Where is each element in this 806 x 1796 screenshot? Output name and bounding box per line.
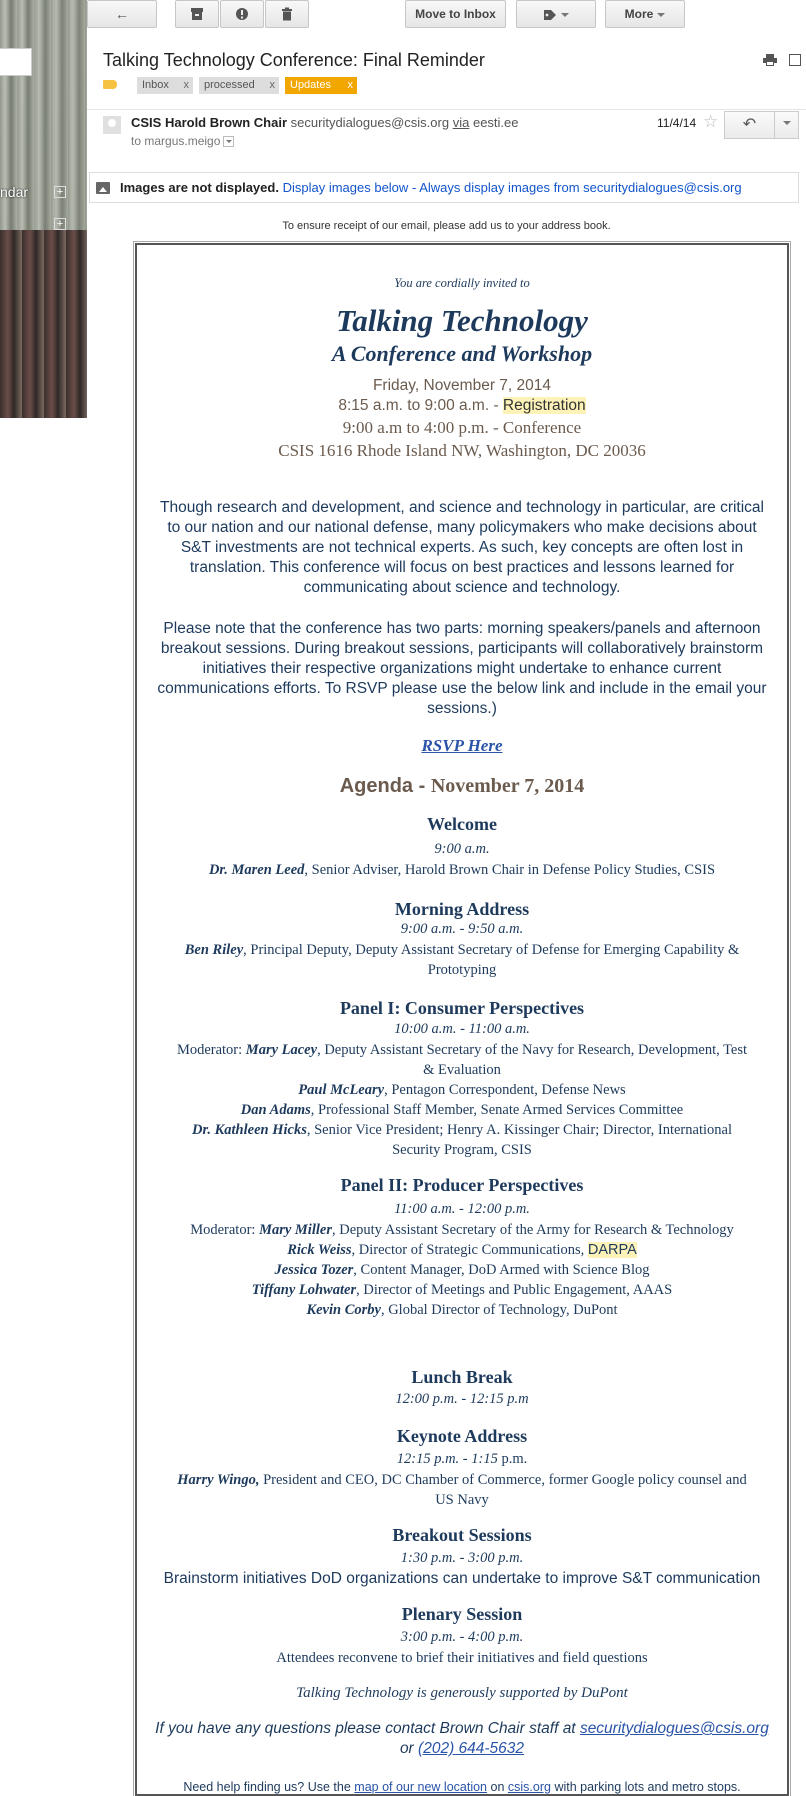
map-link[interactable]: map of our new location	[354, 1780, 488, 1794]
sponsor-note: Talking Technology is generously supported by DuPont	[296, 1685, 628, 1701]
speaker-name: Harry Wingo,	[177, 1472, 260, 1488]
help-line	[137, 1780, 787, 1794]
labels-button[interactable]	[516, 0, 596, 28]
label-chip-inbox[interactable]	[137, 77, 193, 94]
toolbar	[87, 0, 806, 32]
speaker-desc: , Deputy Assistant Secretary of the Army for Research & Technology	[331, 1222, 734, 1238]
delete-button[interactable]	[265, 0, 309, 28]
recipient-name: margus.meigo	[144, 134, 221, 148]
note-line: sessions.)	[427, 700, 497, 717]
speaker-desc: , Director of Strategic Communications,	[351, 1242, 585, 1258]
note-line: Please note that the conference has two parts: morning speakers/panels and afternoon	[163, 620, 761, 637]
intro-line: Though research and development, and science and technology in particular, are critical	[159, 499, 764, 516]
breakout-time: 1:30 p.m. - 3:00 p.m.	[400, 1550, 524, 1566]
images-notice-bar	[89, 172, 799, 203]
panel1-speakers	[137, 1040, 787, 1160]
conference-time: 9:00 a.m to 4:00 p.m. - Conference	[342, 418, 582, 437]
lunch-time: 12:00 p.m. - 12:15 p.m	[395, 1391, 529, 1407]
keynote-speaker	[137, 1470, 787, 1510]
remove-label-icon[interactable]: x	[347, 79, 353, 91]
plus-icon[interactable]: +	[54, 218, 66, 230]
background-photo-lower	[0, 230, 87, 418]
message-pane	[87, 32, 806, 1796]
keynote-title: Keynote Address	[396, 1426, 528, 1446]
trash-icon	[280, 7, 294, 21]
speaker-name: Tiffany Lohwater	[251, 1282, 357, 1298]
keynote-time-range: 12:15 p.m. - 1:15	[396, 1451, 498, 1467]
images-notice-text	[120, 180, 742, 195]
speaker-desc: , Global Director of Technology, DuPont	[380, 1302, 618, 1318]
chevron-down-icon	[561, 13, 569, 17]
speaker-desc: , Deputy Assistant Secretary of the Navy for Research, Development, Test	[317, 1042, 748, 1058]
invite-intro: You are cordially invited to	[394, 276, 530, 290]
tag-icon	[543, 9, 557, 21]
speaker-name: Mary Lacey	[245, 1042, 318, 1058]
speaker-name: Paul McLeary	[298, 1082, 385, 1098]
sidebar-item-calendar[interactable]	[0, 181, 87, 203]
speaker-desc: , Professional Staff Member, Senate Armed Services Committee	[310, 1102, 684, 1118]
speaker-desc: , Principal Deputy, Deputy Assistant Secretary of Defense for Emerging Capability &	[243, 942, 740, 958]
speaker-desc-cont: Security Program, CSIS	[392, 1142, 532, 1158]
speaker-desc: President and CEO, DC Chamber of Commerce, former Google policy counsel and	[263, 1472, 747, 1488]
intro-paragraph	[137, 498, 787, 598]
label-chip-updates[interactable]	[285, 77, 357, 94]
panel1-title: Panel I: Consumer Perspectives	[339, 998, 585, 1018]
speaker-name: Dr. Maren Leed	[208, 862, 305, 878]
reply-icon: ↶	[742, 116, 757, 133]
left-search-box[interactable]	[0, 48, 32, 76]
help-on: on	[490, 1780, 505, 1794]
always-display-images-link[interactable]: Always display images from securitydialogues@csis.org	[419, 180, 742, 195]
plenary-title: Plenary Session	[401, 1604, 523, 1624]
sender-name[interactable]: CSIS Harold Brown Chair	[131, 115, 288, 130]
moderator-prefix: Moderator:	[176, 1042, 243, 1058]
recipient-details-dropdown[interactable]	[223, 136, 234, 147]
speaker-name: Ben Riley	[184, 942, 244, 958]
speaker-desc-cont: US Navy	[435, 1492, 489, 1508]
breakout-desc: Brainstorm initiatives DoD organizations can undertake to improve S&T communication	[163, 1570, 761, 1587]
sender-email: securitydialogues@csis.org	[290, 115, 450, 130]
speaker-desc: , Senior Adviser, Harold Brown Chair in Defense Policy Studies, CSIS	[304, 862, 716, 878]
contact-or: or	[399, 1740, 414, 1757]
reply-button[interactable]	[724, 111, 775, 139]
print-icon[interactable]	[763, 54, 777, 66]
panel1-time: 10:00 a.m. - 11:00 a.m.	[394, 1021, 530, 1037]
intro-line: to our nation and our national defense, many policymakers who make decisions about	[167, 519, 757, 536]
rsvp-row	[137, 736, 787, 756]
welcome-title: Welcome	[427, 814, 497, 834]
panel2-time: 11:00 a.m. - 12:00 p.m.	[394, 1201, 530, 1217]
star-icon[interactable]: ☆	[703, 112, 719, 131]
agenda-heading-date: November 7, 2014	[430, 775, 585, 797]
breakout-title: Breakout Sessions	[392, 1525, 532, 1545]
back-arrow-icon: ←	[115, 6, 129, 22]
speaker-name: Kevin Corby	[306, 1302, 381, 1318]
csis-site-link[interactable]: csis.org	[507, 1780, 551, 1794]
speaker-desc: , Senior Vice President; Henry A. Kissinger Chair; Director, International	[306, 1122, 732, 1138]
sidebar-item-unlabeled[interactable]	[0, 213, 87, 235]
morning-title: Morning Address	[394, 899, 530, 919]
agenda-heading	[137, 775, 787, 798]
images-separator: -	[411, 180, 417, 195]
speaker-name: Jessica Tozer	[274, 1262, 354, 1278]
move-to-inbox-button[interactable]	[405, 0, 506, 28]
speaker-desc-cont: & Evaluation	[423, 1062, 501, 1078]
recipient-line	[131, 134, 234, 148]
org-name: DARPA	[587, 1242, 637, 1258]
note-line: initiatives their respective organizations might undertake to enhance current	[202, 660, 722, 677]
label-chip-name: Updates	[290, 79, 331, 91]
via-domain: eesti.ee	[472, 115, 519, 130]
speaker-desc-cont: Prototyping	[427, 962, 497, 978]
note-paragraph	[137, 619, 787, 719]
help-suffix: with parking lots and metro stops.	[554, 1780, 741, 1794]
sidebar-item-label: ndar	[0, 184, 29, 200]
image-icon	[96, 182, 110, 194]
speaker-desc: , Director of Meetings and Public Engagement, AAAS	[356, 1282, 673, 1298]
label-chip-name: Inbox	[142, 79, 169, 91]
speaker-name: Mary Miller	[259, 1222, 332, 1238]
keynote-time-suffix: p.m.	[501, 1451, 528, 1467]
email-subject: Talking Technology Conference: Final Reminder	[103, 50, 485, 70]
images-notice: Images are not displayed.	[120, 180, 279, 195]
more-label: More	[624, 7, 654, 21]
registration-time: 8:15 a.m. to 9:00 a.m. -	[338, 397, 499, 414]
panel2-title: Panel II: Producer Perspectives	[340, 1175, 584, 1195]
registration-word: Registration	[502, 397, 586, 414]
plenary-time: 3:00 p.m. - 4:00 p.m.	[400, 1629, 524, 1645]
speaker-desc: , Content Manager, DoD Armed with Science Blog	[353, 1262, 650, 1278]
plenary-desc: Attendees reconvene to brief their initiatives and field questions	[276, 1650, 648, 1666]
email-date: 11/4/14	[657, 116, 697, 130]
speaker-name: Rick Weiss	[287, 1242, 352, 1258]
email-body	[135, 243, 789, 1796]
rsvp-link[interactable]: RSVP Here	[421, 736, 503, 755]
lunch-title: Lunch Break	[411, 1367, 513, 1387]
label-tag-icon	[103, 80, 117, 89]
back-button[interactable]	[87, 0, 157, 28]
morning-time: 9:00 a.m. - 9:50 a.m.	[400, 921, 524, 937]
chevron-down-icon	[783, 121, 791, 125]
help-prefix: Need help finding us? Use the	[183, 1780, 351, 1794]
chevron-down-icon	[657, 13, 665, 17]
contact-email-link[interactable]: securitydialogues@csis.org	[579, 1720, 769, 1737]
report-spam-button[interactable]	[220, 0, 264, 28]
sender-line	[131, 115, 519, 130]
event-date: Friday, November 7, 2014	[372, 377, 552, 394]
contact-block	[137, 1719, 787, 1759]
archive-button[interactable]	[175, 0, 219, 28]
keynote-time	[137, 1451, 787, 1468]
registration-line	[137, 397, 787, 415]
to-prefix: to	[131, 134, 142, 148]
event-location: CSIS 1616 Rhode Island NW, Washington, DC 20036	[278, 441, 646, 460]
event-title: Talking Technology	[336, 303, 588, 338]
remove-label-icon[interactable]: x	[183, 79, 189, 91]
intro-line: translation. This conference will focus on best practices and lessons learned for	[189, 559, 735, 576]
intro-line: communicating about science and technology.	[303, 579, 621, 596]
new-window-icon[interactable]	[789, 54, 801, 66]
plus-icon[interactable]: +	[54, 186, 66, 198]
address-book-note: To ensure receipt of our email, please add us to your address book.	[282, 220, 611, 232]
note-line: communications efforts. To RSVP please use the below link and include in the email your	[157, 680, 767, 697]
welcome-time: 9:00 a.m.	[434, 841, 490, 857]
speaker-name: Dr. Kathleen Hicks	[192, 1122, 307, 1138]
agenda-heading-prefix: Agenda -	[339, 775, 426, 797]
more-button[interactable]	[605, 0, 685, 28]
note-line: breakout sessions. During breakout sessions, participants will collaboratively brainstorm	[160, 640, 764, 657]
intro-line: S&T investments are not technical experts. As such, key concepts are often lost in	[180, 539, 744, 556]
remove-label-icon[interactable]: x	[269, 79, 275, 91]
more-actions-button[interactable]	[775, 111, 799, 139]
welcome-speaker	[137, 860, 787, 880]
moderator-prefix: Moderator:	[190, 1222, 256, 1238]
avatar	[103, 116, 121, 134]
archive-icon	[190, 7, 204, 21]
label-chip-name: processed	[204, 79, 255, 91]
contact-prefix: If you have any questions please contact Brown Chair staff at	[155, 1720, 576, 1737]
via-link[interactable]: via	[452, 115, 470, 130]
move-to-inbox-label: Move to Inbox	[415, 7, 496, 21]
morning-speaker	[137, 940, 787, 980]
panel2-speakers	[137, 1220, 787, 1320]
speaker-desc: , Pentagon Correspondent, Defense News	[384, 1082, 626, 1098]
contact-phone-link[interactable]: (202) 644-5632	[418, 1740, 525, 1757]
event-subtitle: A Conference and Workshop	[331, 341, 593, 366]
spam-icon	[235, 7, 249, 21]
speaker-name: Dan Adams	[240, 1102, 311, 1118]
label-chip-processed[interactable]	[199, 77, 279, 94]
display-images-below-link[interactable]: Display images below	[282, 180, 409, 195]
header-divider	[87, 109, 806, 110]
